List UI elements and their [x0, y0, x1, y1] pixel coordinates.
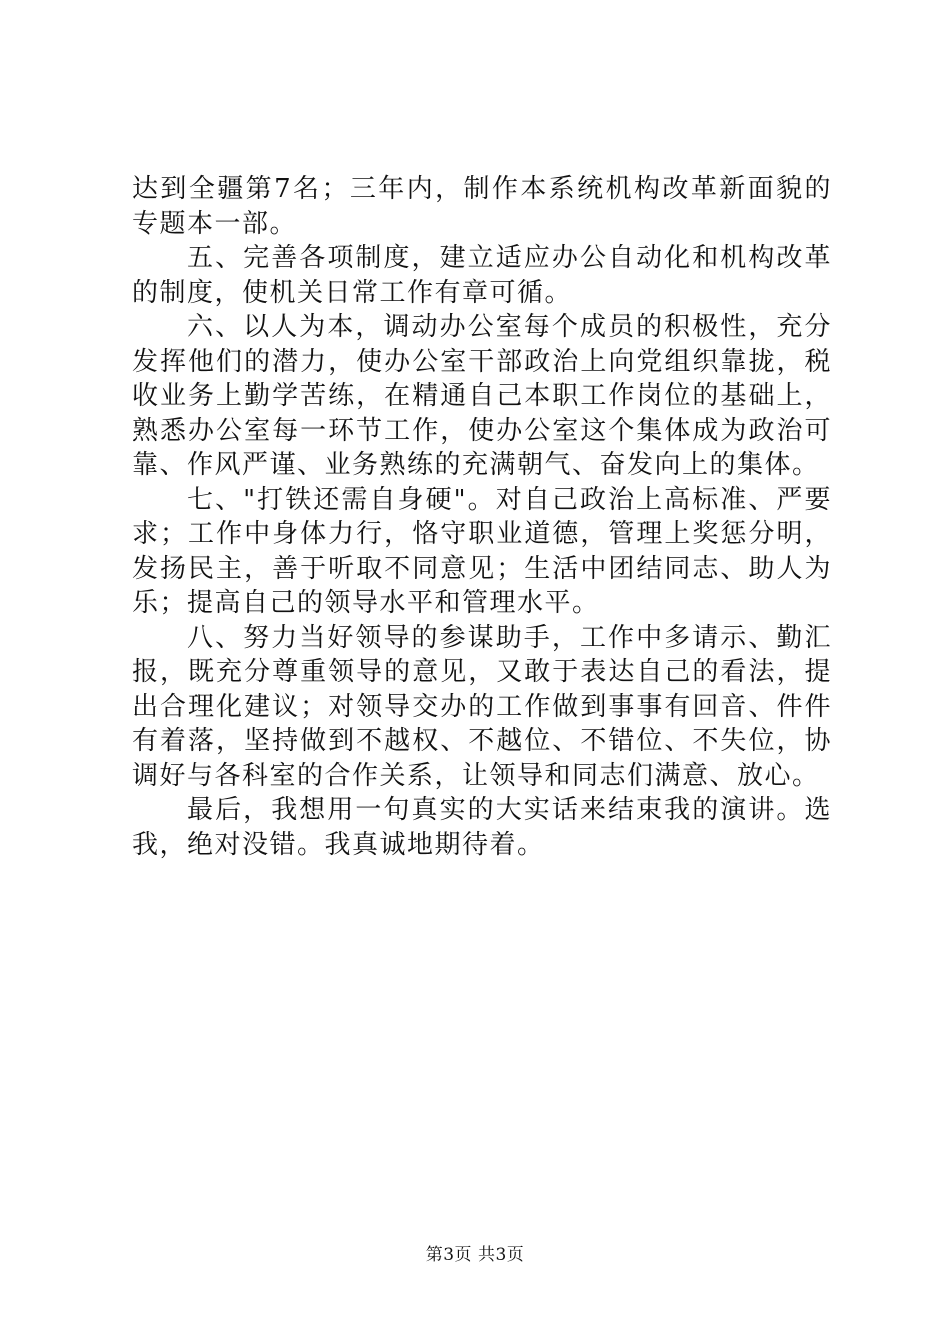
paragraph-item-8: 八、努力当好领导的参谋助手，工作中多请示、勤汇报，既充分尊重领导的意见，又敢于表达自己的看法，提出合理化建议；对领导交办的工作做到事事有回音、件件有着落，坚持做到不越权、不越位、不错位、不失位，协调好与各科室的合作关系，让领导和同志们满意、放心。	[132, 622, 832, 791]
page-footer	[0, 1243, 950, 1267]
paragraph-item-7: 七、"打铁还需自身硬"。对自己政治上高标准、严要求；工作中身体力行，恪守职业道德，管理上奖惩分明，发扬民主，善于听取不同意见；生活中团结同志、助人为乐；提高自己的领导水平和管理水平。	[132, 484, 832, 618]
document-body	[132, 172, 832, 862]
paragraph-closing: 最后，我想用一句真实的大实话来结束我的演讲。选我，绝对没错。我真诚地期待着。	[132, 795, 832, 860]
paragraph-item-6: 六、以人为本，调动办公室每个成员的积极性，充分发挥他们的潜力，使办公室干部政治上向党组织靠拢，税收业务上勤学苦练，在精通自己本职工作岗位的基础上，熟悉办公室每一环节工作，使办公室这个集体成为政治可靠、作风严谨、业务熟练的充满朝气、奋发向上的集体。	[132, 312, 832, 480]
page-number: 第3页 共3页	[425, 1245, 525, 1265]
paragraph-continuation: 达到全疆第7名；三年内，制作本系统机构改革新面貌的专题本一部。	[132, 174, 832, 239]
paragraph-item-5: 五、完善各项制度，建立适应办公自动化和机构改革的制度，使机关日常工作有章可循。	[132, 243, 832, 308]
